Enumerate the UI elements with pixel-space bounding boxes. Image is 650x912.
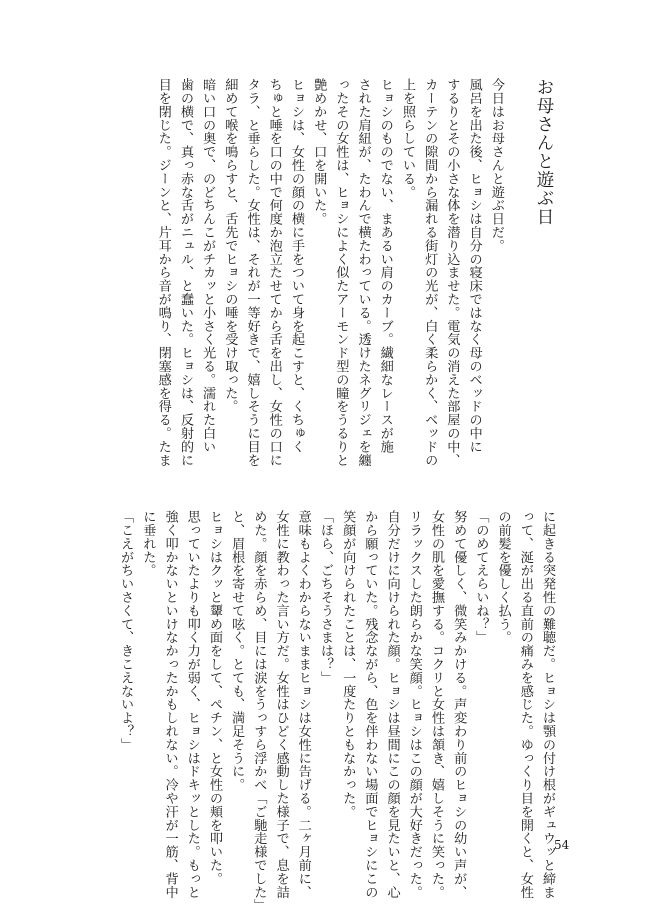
text-line: 思っていたよりも叩く力が弱く、ヒョシはドキッとした。もっと <box>184 510 200 899</box>
top-text-block <box>152 78 555 473</box>
text-line: リラックスした朗らかな笑顔。ヒョシはこの顔が大好きだった。 <box>406 510 422 899</box>
text-line: 「ほら、ごちそうさまは？」 <box>317 510 333 685</box>
text-line: 歯の横で、真っ赤な舌がニュル、と蠢いた。ヒョシは、反射的に <box>177 78 193 467</box>
text-line: 「のめてえらいね？」 <box>473 510 489 644</box>
text-line: って、涎が出る直前の痛みを感じた。ゆっくり目を開くと、女性 <box>517 510 533 899</box>
text-line: から願っていた。残念ながら、色を伴わない場面でヒョシにこの <box>362 510 378 899</box>
text-line: 努めて優しく、微笑みかける。声変わり前のヒョシの幼い声が、 <box>451 510 467 899</box>
text-line: 女性の肌を愛撫する。コクリと女性は頷き、嬉しそうに笑った。 <box>428 510 444 899</box>
page-number: 54 <box>554 838 570 852</box>
text-line: 笑顔が向けられたことは、一度たりともなかった。 <box>340 510 356 819</box>
text-line: 自分だけに向けられた顔。ヒョシは昼間にこの顔を見たいと、心 <box>384 510 400 899</box>
chapter-title: お母さんと遊ぶ日 <box>534 78 554 226</box>
text-line: ちゅと唾を口の中で何度か泡立たせてから舌を出し、女性の口に <box>266 78 282 467</box>
text-line: 細めて喉を鳴らすと、舌先でヒョシの唾を受け取った。 <box>222 78 238 413</box>
text-line: 目を閉じた。ジーンと、片耳から音が鳴り、閉塞感を得る。たま <box>155 78 171 467</box>
text-line: ヒョシはクッと顰め面をして、ペチン、と女性の頬を叩いた。 <box>206 510 222 886</box>
text-line: 暗い口の奥で、のどちんこがチカッと小さく光る。濡れた白い <box>200 78 216 454</box>
bottom-text-block <box>114 510 558 912</box>
text-line: するりとその小さな体を潜り込ませた。電気の消えた部屋の中、 <box>444 78 460 467</box>
text-line: された肩紐が、たわんで横たわっている。透けたネグリジェを纏 <box>355 78 371 467</box>
text-line: 意味もよくわからないままヒョシは女性に告げる。二ヶ月前に、 <box>295 510 311 899</box>
text-line: 艶めかせ、口を開いた。 <box>311 78 327 226</box>
text-line: に垂れた。 <box>140 510 156 577</box>
text-line: めた。顔を赤らめ、目には涙をうっすら浮かべ「ご馳走様でした」 <box>251 510 267 912</box>
text-line: と、眉根を寄せて呟く。とても、満足そうに。 <box>229 510 245 792</box>
text-line: 風呂を出た後、ヒョシは自分の寝床ではなく母のベッドの中に <box>466 78 482 454</box>
text-line: 上を照らしている。 <box>399 78 415 199</box>
text-line: ったその女性は、ヒョシによく似たアーモンド型の瞳をうるりと <box>333 78 349 467</box>
text-line: カーテンの隙間から漏れる街灯の光が、白く柔らかく、ベッドの <box>422 78 438 467</box>
text-line: 今日はお母さんと遊ぶ日だ。 <box>488 78 504 253</box>
text-line: ヒョシは、女性の顔の横に手をついて身を起こすと、くちゅく <box>288 78 304 454</box>
text-line: に起きる突発性の難聴だ。ヒョシは顎の付け根がギュウッと締ま <box>540 510 555 899</box>
text-line: 女性に教わった言い方だ。女性はひどく感動した様子で、息を詰 <box>273 510 289 899</box>
text-line: 「こえがちいさくて、きこえないよ？」 <box>118 510 134 752</box>
text-line: タラ、と垂らした。女性は、それが一等好きで、嬉しそうに目を <box>244 78 260 467</box>
text-line: の前髪を優しく払う。 <box>495 510 511 644</box>
text-line: 強く叩かないといけなかったかもしれない。冷や汗が一筋、背中 <box>162 510 178 899</box>
text-line: ヒョシのものでない、まあるい肩のカーブ。繊細なレースが施 <box>377 78 393 454</box>
